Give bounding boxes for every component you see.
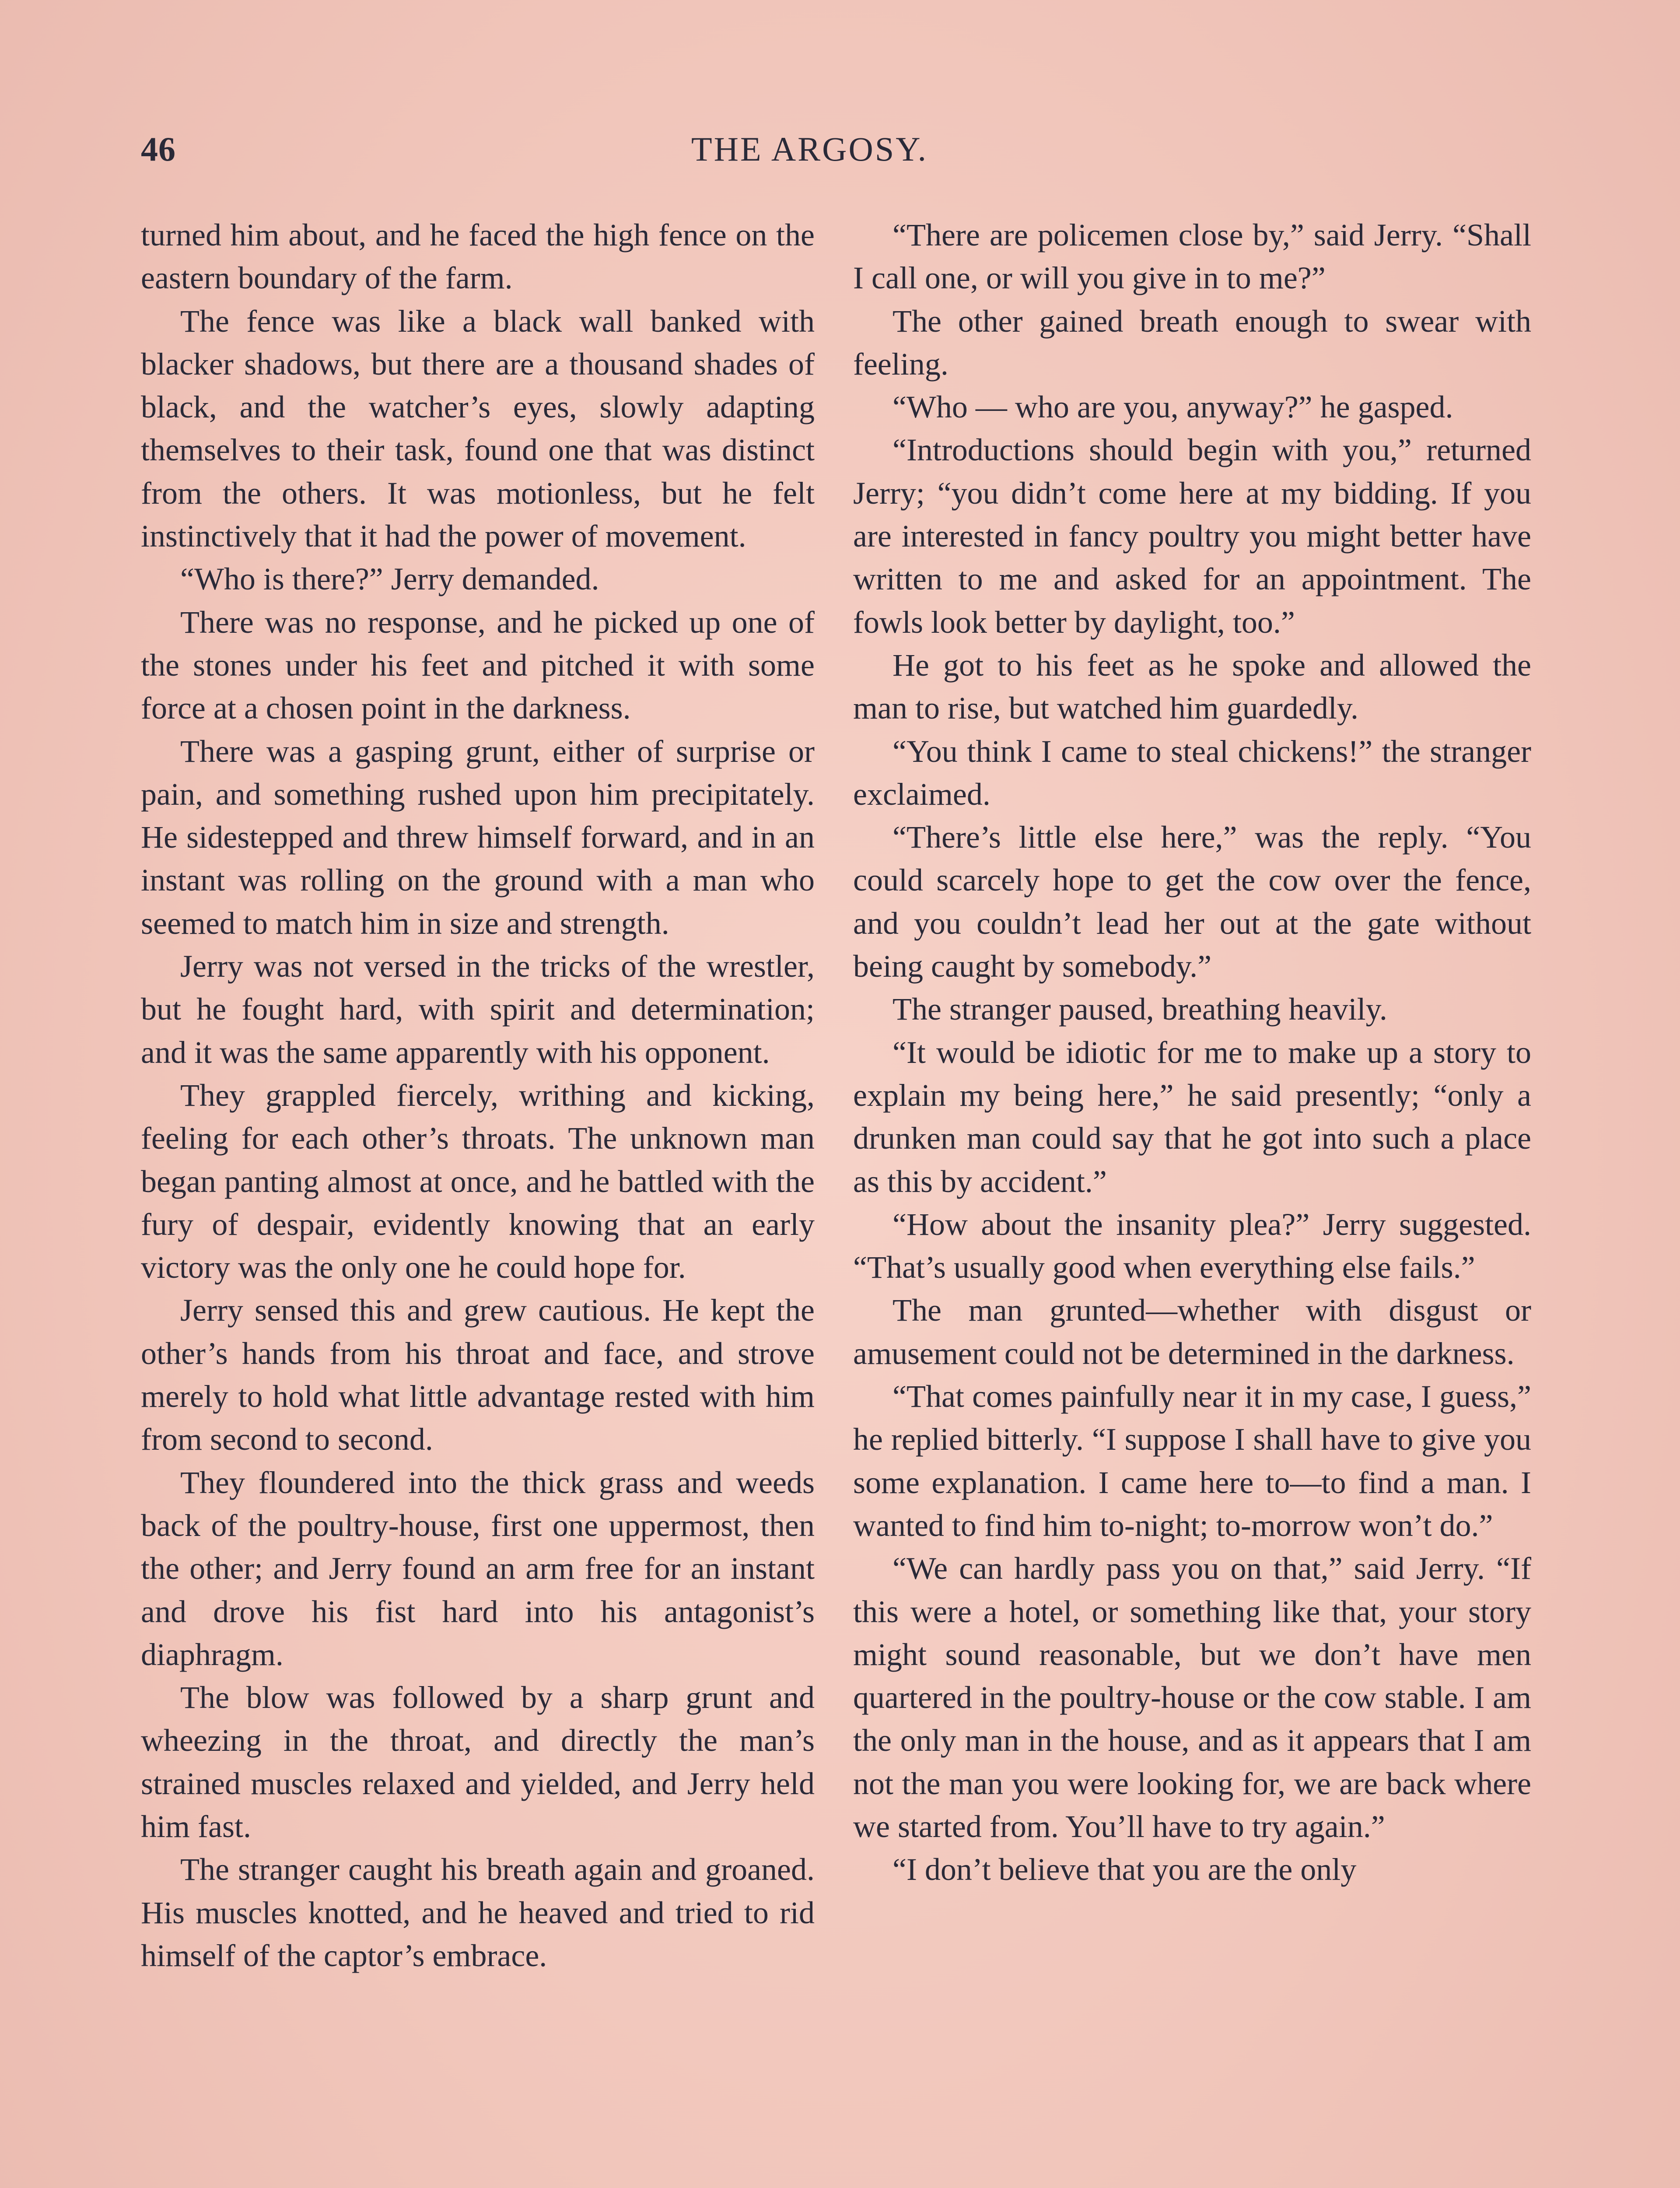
paragraph: There was no response, and he picked up one of the stones under his feet and pitched it with some force at a chosen point in the darkness. <box>141 604 815 726</box>
paragraph: “That comes painfully near it in my case, I guess,” he replied bitterly. “I suppose I shall have to give you some explanation. I came here to—to find a man. I wanted to find him to-night; to-morrow won’t do.” <box>853 1379 1531 1543</box>
paragraph: “There’s little else here,” was the reply. “You could scarcely hope to get the cow over the fence, and you couldn’t lead her out at the gate without being caught by somebody.” <box>853 820 1531 984</box>
right-column <box>853 214 1531 1891</box>
paragraph: turned him about, and he faced the high fence on the eastern boundary of the farm. <box>141 217 815 296</box>
paragraph: “Who is there?” Jerry demanded. <box>180 561 599 597</box>
page-number: 46 <box>141 130 176 168</box>
paragraph: “Who — who are you, anyway?” he gasped. <box>892 389 1453 425</box>
paragraph: “How about the insanity plea?” Jerry suggested. “That’s usually good when everything else fails.” <box>853 1206 1531 1285</box>
paragraph: “It would be idiotic for me to make up a story to explain my being here,” he said presently; “only a drunken man could say that he got into such a place as this by accident.” <box>853 1034 1531 1199</box>
paragraph: “We can hardly pass you on that,” said Jerry. “If this were a hotel, or something like that, your story might sound reasonable, but we don’t have men quartered in the poultry-house or the cow stable. I am the only man in the house, and as it appears that I am not the man you were looking for, we are back where we started from. You’ll have to try again.” <box>853 1551 1531 1844</box>
paragraph: They floundered into the thick grass and weeds back of the poultry-house, first one uppermost, then the other; and Jerry found an arm free for an instant and drove his fist hard into his antagonist’s diaphragm. <box>141 1465 815 1672</box>
paragraph: “You think I came to steal chickens!” the stranger exclaimed. <box>853 733 1531 812</box>
left-column <box>141 214 815 1977</box>
paragraph: “There are policemen close by,” said Jerry. “Shall I call one, or will you give in to me?” <box>853 217 1531 296</box>
paragraph: He got to his feet as he spoke and allowed the man to rise, but watched him guardedly. <box>853 647 1531 726</box>
paragraph: The stranger paused, breathing heavily. <box>892 992 1387 1027</box>
paragraph: There was a gasping grunt, either of surprise or pain, and something rushed upon him precipitately. He sidestepped and threw himself forward, and in an instant was rolling on the ground with a man who seemed to match him in size and strength. <box>141 733 815 941</box>
paragraph: They grappled fiercely, writhing and kicking, feeling for each other’s throats. The unknown man began panting almost at once, and he battled with the fury of despair, evidently knowing that an early victory was the only one he could hope for. <box>141 1077 815 1285</box>
paragraph: The blow was followed by a sharp grunt and wheezing in the throat, and directly the man’s strained muscles relaxed and yielded, and Jerry held him fast. <box>141 1680 815 1844</box>
paragraph: The man grunted—whether with disgust or amusement could not be determined in the darkness. <box>853 1293 1531 1371</box>
paragraph: Jerry was not versed in the tricks of the wrestler, but he fought hard, with spirit and determination; and it was the same apparently with his opponent. <box>141 949 815 1070</box>
paragraph: The fence was like a black wall banked with blacker shadows, but there are a thousand shades of black, and the watcher’s eyes, slowly adapting themselves to their task, found one that was distinct from the others. It was motionless, but he felt instinctively that it had the power of movement. <box>141 303 815 554</box>
paragraph: “Introductions should begin with you,” returned Jerry; “you didn’t come here at my bidding. If you are interested in fancy poultry you might better have written to me and asked for an appointment. The fowls look better by daylight, too.” <box>853 432 1531 640</box>
running-head: THE ARGOSY. <box>691 130 928 168</box>
paragraph: The other gained breath enough to swear with feeling. <box>853 303 1531 382</box>
paragraph: Jerry sensed this and grew cautious. He kept the other’s hands from his throat and face, and strove merely to hold what little advantage rested with him from second to second. <box>141 1293 815 1457</box>
paragraph: “I don’t believe that you are the only <box>892 1852 1357 1887</box>
paragraph: The stranger caught his breath again and groaned. His muscles knotted, and he heaved and tried to rid himself of the captor’s embrace. <box>141 1852 815 1973</box>
